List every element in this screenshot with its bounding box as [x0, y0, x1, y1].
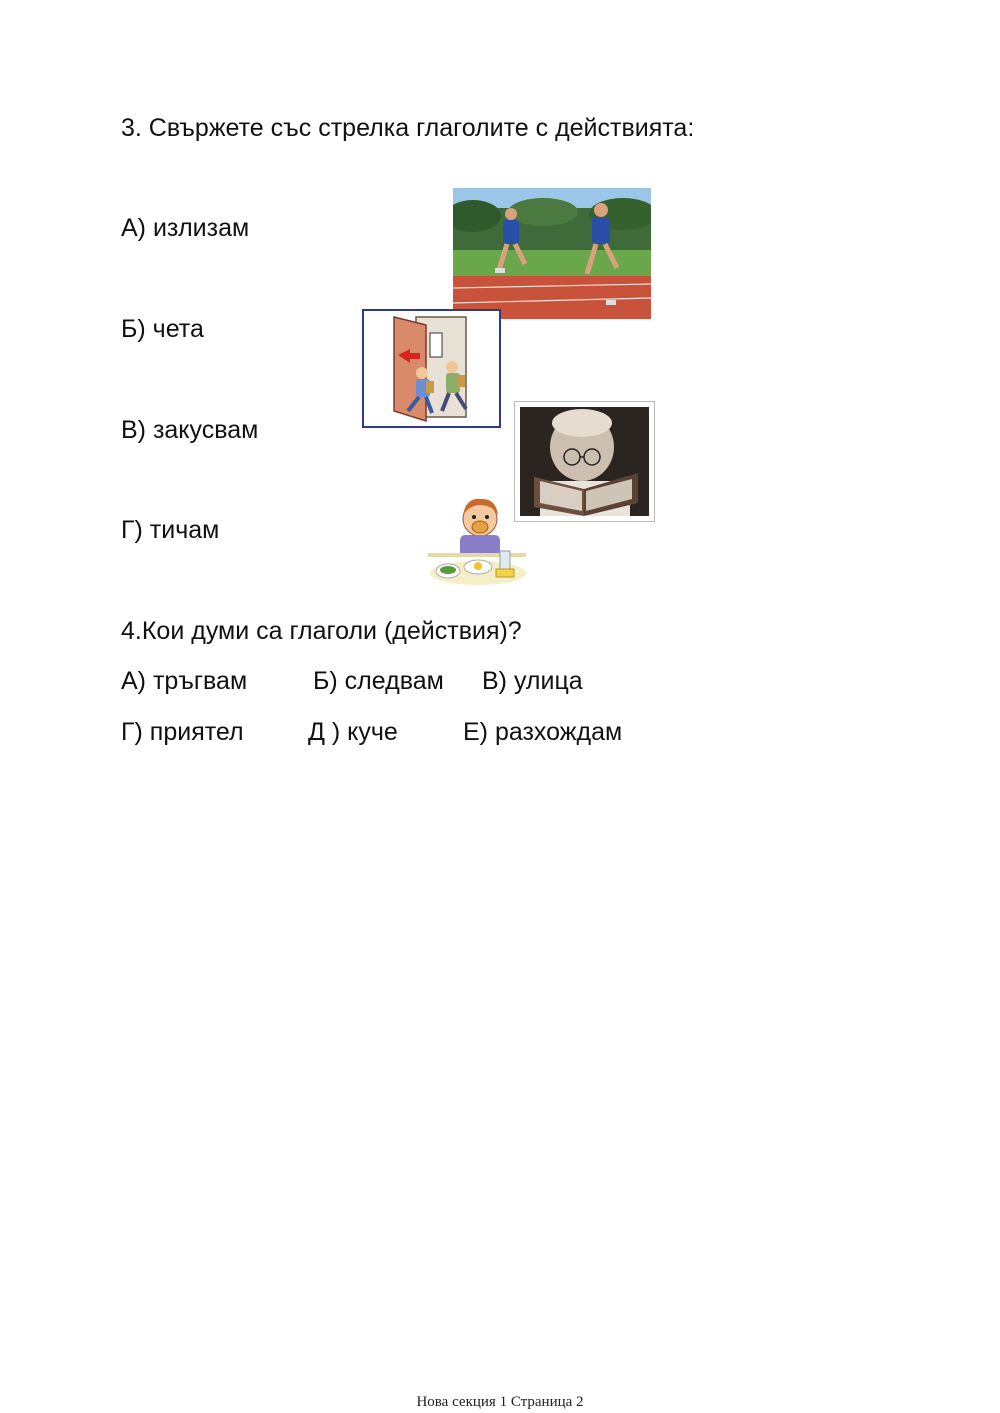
- exercise-3-item-c: В) закусвам: [121, 416, 259, 444]
- exercise-4-option-a: А) тръгвам: [121, 667, 248, 695]
- page-footer: Нова секция 1 Страница 2: [416, 1394, 584, 1410]
- running-children-photo: [453, 188, 651, 319]
- exercise-4-option-f: Е) разхождам: [463, 718, 623, 746]
- exercise-3-item-d: Г) тичам: [121, 516, 220, 544]
- exercise-4-option-c: В) улица: [482, 667, 583, 695]
- exercise-3-item-a: А) излизам: [121, 214, 250, 242]
- child-reading-book-photo: [514, 401, 655, 522]
- children-leaving-door-clipart: [362, 309, 501, 428]
- exercise-4-option-e: Д ) куче: [308, 718, 398, 746]
- exercise-3-item-b: Б) чета: [121, 315, 204, 343]
- exercise-4-option-b: Б) следвам: [313, 667, 444, 695]
- exercise-4-option-d: Г) приятел: [121, 718, 244, 746]
- boy-eating-breakfast-clipart: [426, 493, 530, 605]
- exercise-3-title: 3. Свържете със стрелка глаголите с действията:: [121, 114, 695, 142]
- exercise-4-title: 4.Кои думи са глаголи (действия)?: [121, 617, 522, 645]
